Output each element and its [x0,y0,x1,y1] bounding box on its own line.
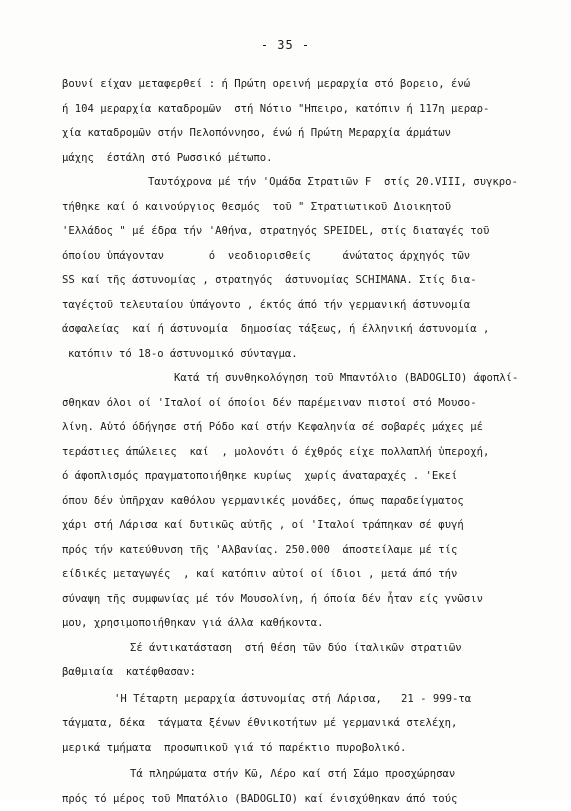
text-line: 'Ελλάδος " μέ έδρα τήν 'Αθήνα, στρατηγός SPEIDEL, στίς διαταγές τοῦ [62,219,542,244]
text-line: ό άφοπλισμός πραγματοποιήθηκε κυρίως χωρίς άναταραχές . 'Εκεί [62,464,542,489]
text-line: σύναψη τῆς συμφωνίας μέ τόν Μουσολίνη, ή όποία δέν ἦταν είς γνῶσιν [62,587,542,612]
text-line: βουνί είχαν μεταφερθεί : ή Πρώτη ορεινή μεραρχία στό βορειο, ένώ [62,72,542,97]
text-line: πρός τήν κατεύθυνση τῆς 'Αλβανίας. 250.000 άποστείλαμε μέ τίς [62,538,542,563]
text-line: σθηκαν όλοι οί 'Ιταλοί οί όποίοι δέν παρέμειναν πιστοί στό Μουσο- [62,391,542,416]
text-line: μερικά τμήματα προσωπικοῦ γιά τό παρέκτιο πυροβολικό. [62,736,542,761]
text-line: όποίου ὑπάγονταν ό νεοδιορισθείς άνώτατος άρχηγός τῶν [62,244,542,269]
text-line: βαθμιαία κατέφθασαν: [62,660,542,685]
text-line: όπου δέν ὑπῆρχαν καθόλου γερμανικές μονάδες, όπως παραδείγματος [62,489,542,514]
text-line: Κατά τή συνθηκολόγηση τοῦ Μπαντόλιο (BADOGLIO) άφοπλί- [62,366,542,391]
page-number: - 35 - [0,38,571,52]
text-line: χία καταδρομῶν στήν Πελοπόννησο, ένώ ή Πρώτη Μεραρχία άρμάτων [62,121,542,146]
text-line: λίνη. Αὐτό όδήγησε στή Ρόδο καί στήν Κεφαληνία σέ σοβαρές μάχες μέ [62,415,542,440]
text-line: SS καί τῆς άστυνομίας , στρατηγός άστυνομίας SCHIMANA. Στίς δια- [62,268,542,293]
text-line: 'Η Τέταρτη μεραρχία άστυνομίας στή Λάρισα, 21 - 999-τα [62,687,542,712]
text-line: Ταυτόχρονα μέ τήν 'Ομάδα Στρατιῶν F στίς 20.VIII, συγκρο- [62,170,542,195]
document-body [62,72,542,811]
text-line: ή 104 μεραρχία καταδρομῶν στή Νότιο "Ηπειρο, κατόπιν ή 117η μεραρ- [62,97,542,122]
text-line: πρός τό μέρος τοῦ Μπατόλιο (BADOGLIO) καί ένισχύθηκαν άπό τούς [62,787,542,811]
text-line: Τά πληρώματα στήν Κῶ, Λέρο καί στή Σάμο προσχώρησαν [62,762,542,787]
text-line: ταγέςτοῦ τελευταίου ὑπάγοντο , έκτός άπό τήν γερμανική άστυνομία [62,293,542,318]
text-line: τήθηκε καί ό καινούργιος θεσμός τοῦ " Στρατιωτικοῦ Διοικητοῦ [62,195,542,220]
text-line: μάχης έστάλη στό Ρωσσικό μέτωπο. [62,146,542,171]
text-line: τάγματα, δέκα τάγματα ξένων έθνικοτήτων μέ γερμανικά στελέχη, [62,711,542,736]
text-line: μου, χρησιμοποιήθηκαν γιά άλλα καθήκοντα. [62,611,542,636]
text-line: χάρι στή Λάρισα καί δυτικῶς αὐτῆς , οί 'Ιταλοί τράπηκαν σέ φυγή [62,513,542,538]
text-line: τεράστιες άπώλειες καί , μολονότι ό έχθρός είχε πολλαπλή ὑπεροχή, [62,440,542,465]
text-line: άσφαλείας καί ή άστυνομία δημοσίας τάξεως, ή έλληνική άστυνομία , [62,317,542,342]
text-line: κατόπιν τό 18-ο άστυνομικό σύνταγμα. [62,342,542,367]
text-line: Σέ άντικατάσταση στή θέση τῶν δύο ίταλικῶν στρατιῶν [62,636,542,661]
text-line: είδικές μεταγωγές , καί κατόπιν αὐτοί οί ίδιοι , μετά άπό τήν [62,562,542,587]
